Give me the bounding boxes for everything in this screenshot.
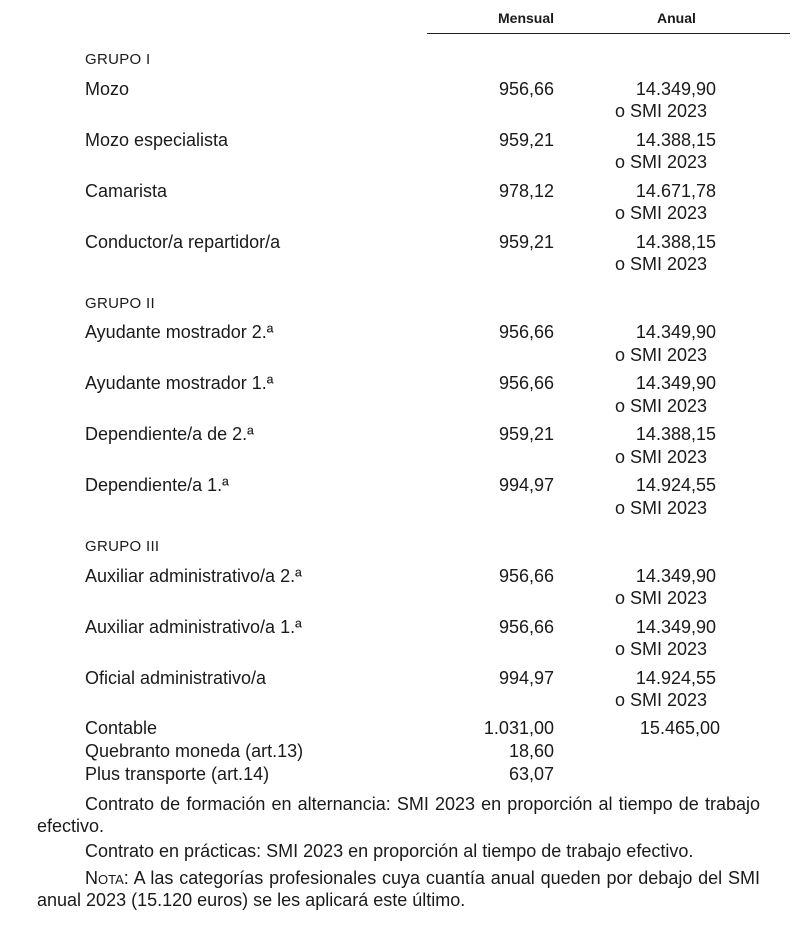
row-mensual: 18,60 [508, 741, 554, 761]
row-anual: 15.465,00 [639, 718, 720, 738]
row-category: Quebranto moneda (art.13) [85, 741, 304, 761]
note-formacion: Contrato de formación en alternancia: SMI 2023 en proporción al tiempo de trabajo efectivo. [37, 794, 760, 836]
row-anual: 14.388,15 [635, 130, 716, 150]
column-header-mensual: Mensual [498, 10, 555, 26]
row-smi-note: o SMI 2023 [615, 690, 708, 710]
row-smi-note: o SMI 2023 [615, 588, 708, 608]
row-mensual: 959,21 [498, 232, 554, 252]
row-mensual: 978,12 [498, 181, 554, 201]
group-label: GRUPO I [85, 51, 151, 68]
group-label: GRUPO III [85, 538, 160, 555]
row-category: Auxiliar administrativo/a 1.ª [85, 617, 302, 637]
row-category: Auxiliar administrativo/a 2.ª [85, 566, 302, 586]
group-label: GRUPO II [85, 295, 155, 312]
row-smi-note: o SMI 2023 [615, 152, 708, 172]
row-smi-note: o SMI 2023 [615, 203, 708, 223]
row-smi-note: o SMI 2023 [615, 101, 708, 121]
row-mensual: 1.031,00 [483, 718, 554, 738]
note-nota [37, 867, 760, 911]
row-anual: 14.349,90 [635, 566, 716, 586]
row-smi-note: o SMI 2023 [615, 639, 708, 659]
row-category: Mozo [85, 79, 130, 99]
row-category: Dependiente/a 1.ª [85, 475, 229, 495]
row-mensual: 956,66 [498, 322, 554, 342]
header-divider [427, 33, 790, 34]
row-mensual: 994,97 [498, 668, 554, 688]
row-anual: 14.349,90 [635, 373, 716, 393]
row-mensual: 956,66 [498, 617, 554, 637]
row-anual: 14.388,15 [635, 232, 716, 252]
row-category: Conductor/a repartidor/a [85, 232, 281, 252]
row-anual: 14.671,78 [635, 181, 716, 201]
row-smi-note: o SMI 2023 [615, 498, 708, 518]
row-mensual: 956,66 [498, 373, 554, 393]
row-anual: 14.349,90 [635, 617, 716, 637]
note-practicas: Contrato en prácticas: SMI 2023 en proporción al tiempo de trabajo efectivo. [85, 841, 694, 861]
row-category: Dependiente/a de 2.ª [85, 424, 254, 444]
row-smi-note: o SMI 2023 [615, 254, 708, 274]
row-anual: 14.924,55 [635, 475, 716, 495]
row-category: Contable [85, 718, 158, 738]
row-category: Ayudante mostrador 1.ª [85, 373, 274, 393]
row-smi-note: o SMI 2023 [615, 396, 708, 416]
row-smi-note: o SMI 2023 [615, 447, 708, 467]
row-mensual: 994,97 [498, 475, 554, 495]
row-anual: 14.349,90 [635, 322, 716, 342]
row-smi-note: o SMI 2023 [615, 345, 708, 365]
row-category: Camarista [85, 181, 168, 201]
row-mensual: 63,07 [508, 764, 554, 784]
row-category: Ayudante mostrador 2.ª [85, 322, 274, 342]
row-anual: 14.388,15 [635, 424, 716, 444]
row-category: Mozo especialista [85, 130, 229, 150]
row-mensual: 959,21 [498, 424, 554, 444]
nota-label: Nota: [85, 868, 129, 888]
row-anual: 14.924,55 [635, 668, 716, 688]
row-category: Plus transporte (art.14) [85, 764, 270, 784]
row-mensual: 956,66 [498, 79, 554, 99]
row-anual: 14.349,90 [635, 79, 716, 99]
nota-text: A las categorías profesionales cuya cuantía anual queden por debajo del SMI anual 2023 (15.120 euros) se les aplicará este último. [37, 868, 760, 910]
row-category: Oficial administrativo/a [85, 668, 267, 688]
column-header-anual: Anual [657, 10, 696, 26]
row-mensual: 959,21 [498, 130, 554, 150]
row-mensual: 956,66 [498, 566, 554, 586]
